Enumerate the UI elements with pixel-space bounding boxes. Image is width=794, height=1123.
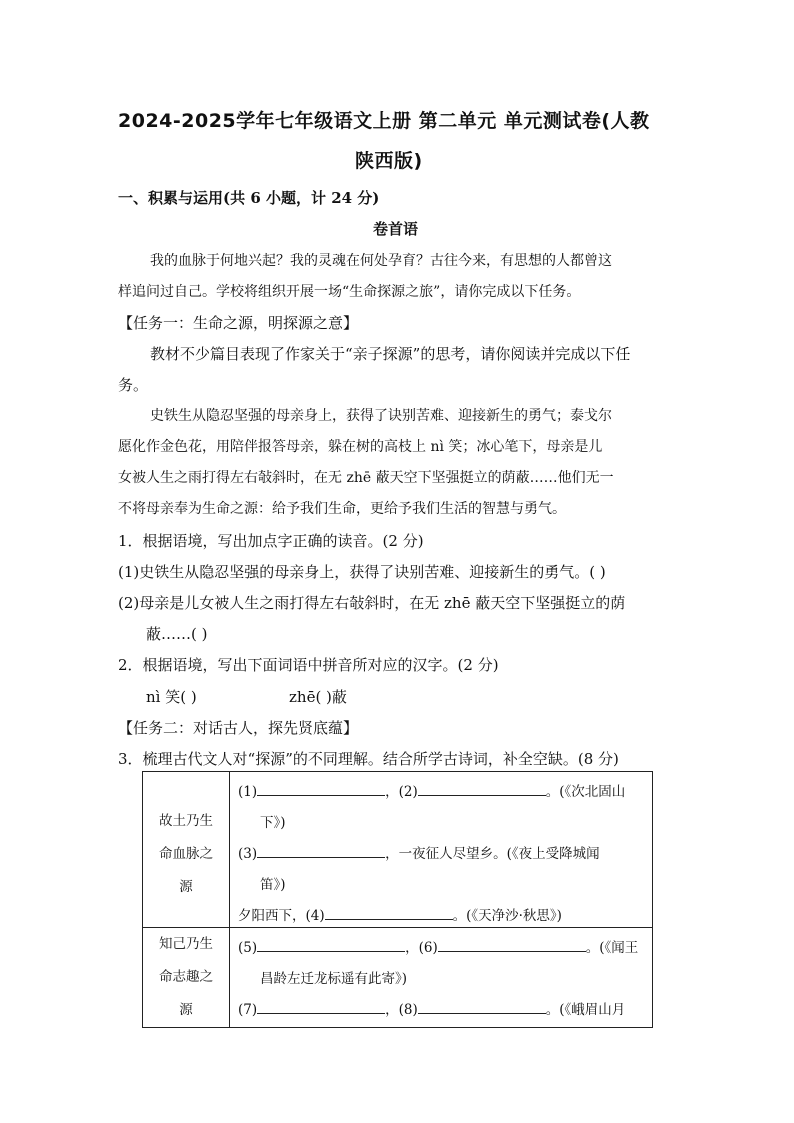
task2-heading: 【任务二：对话古人，探先贤底蕴】: [118, 719, 359, 737]
answer-blank-4[interactable]: [325, 905, 453, 920]
blank-label: (1): [238, 784, 258, 800]
poetry-table: [142, 771, 653, 1028]
question-1-item-2-cont: 蔽……( ): [146, 625, 208, 643]
blank-label: ，(2): [385, 784, 418, 800]
passage-line: 愿化作金色花，用陪伴报答母亲，躲在树的高枝上 nì 笑；冰心笔下，母亲是儿: [118, 439, 603, 455]
question-1: 1．根据语境，写出加点字正确的读音。(2 分): [118, 532, 424, 550]
question-2: 2．根据语境，写出下面词语中拼音所对应的汉字。(2 分): [118, 656, 499, 674]
answer-blank-5[interactable]: [257, 937, 405, 952]
blank-label: (5): [238, 940, 258, 956]
task1-instruction: 教材不少篇目表现了作家关于“亲子探源”的思考，请你阅读并完成以下任: [150, 345, 631, 363]
question-2-blank-a: nì 笑( ): [146, 688, 197, 706]
answer-blank-1[interactable]: [257, 781, 385, 796]
source-text: 。(《天净沙·秋思》): [452, 908, 562, 924]
row-header-text: 源: [179, 879, 193, 895]
blank-label: ，(6): [405, 940, 438, 956]
intro-line: 样追问过自己。学校将组织开展一场“生命探源之旅”，请你完成以下任务。: [118, 284, 581, 300]
task1-heading: 【任务一：生命之源，明探源之意】: [118, 314, 359, 332]
row-header-text: 故土乃生: [159, 813, 213, 829]
answer-cell: [230, 928, 653, 1028]
answer-blank-7[interactable]: [257, 999, 385, 1014]
source-text: 。(《次北固山: [545, 784, 626, 800]
row-header-text: 命志趣之: [159, 969, 213, 985]
passage-line: 史铁生从隐忍坚强的母亲身上，获得了诀别苦难、迎接新生的勇气；泰戈尔: [150, 408, 612, 424]
question-2-blank-b: zhē( )蔽: [289, 688, 347, 706]
section-heading: 一、积累与运用(共 6 小题，计 24 分): [118, 189, 380, 207]
question-3: 3．梳理古代文人对“探源”的不同理解。结合所学古诗词，补全空缺。(8 分): [118, 750, 619, 768]
row-header-text: 源: [179, 1002, 193, 1018]
source-text: 。(《峨眉山月: [545, 1002, 626, 1018]
table-row: [143, 928, 653, 1028]
source-text: 。(《闻王: [585, 940, 639, 956]
question-1-item-2: (2)母亲是儿女被人生之雨打得左右敧斜时，在无 zhē 蔽天空下坚强挺立的荫: [118, 594, 626, 612]
source-text: 昌龄左迁龙标遥有此寄》): [260, 971, 408, 987]
row-header-cell: [143, 928, 230, 1028]
doc-title-line1: 2024-2025学年七年级语文上册 第二单元 单元测试卷(人教: [118, 110, 650, 132]
answer-blank-8[interactable]: [418, 999, 546, 1014]
answer-blank-3[interactable]: [257, 843, 385, 858]
row-header-text: 命血脉之: [159, 846, 213, 862]
passage-line: 不将母亲奉为生命之源：给予我们生命，更给予我们生活的智慧与勇气。: [118, 501, 566, 517]
doc-title-line2: 陕西版): [355, 150, 423, 172]
blank-label: (7): [238, 1002, 258, 1018]
task1-instruction: 务。: [118, 376, 149, 394]
answer-blank-2[interactable]: [418, 781, 546, 796]
blank-label: 夕阳西下，(4): [238, 908, 325, 924]
passage-line: 女被人生之雨打得左右敧斜时，在无 zhē 蔽天空下坚强挺立的荫蔽……他们无一: [118, 470, 614, 486]
blank-label: ，(8): [385, 1002, 418, 1018]
source-text: 下》): [260, 815, 286, 831]
question-1-item-1: (1)史铁生从隐忍坚强的母亲身上，获得了诀别苦难、迎接新生的勇气。( ): [118, 563, 606, 581]
subtitle: 卷首语: [373, 220, 419, 238]
answer-cell: [230, 772, 653, 928]
row-header-cell: [143, 772, 230, 928]
source-text: 笛》): [260, 877, 286, 893]
table-row: [143, 772, 653, 928]
row-header-text: 知己乃生: [159, 936, 213, 952]
source-text: ，一夜征人尽望乡。(《夜上受降城闻: [385, 846, 600, 862]
answer-blank-6[interactable]: [438, 937, 586, 952]
blank-label: (3): [238, 846, 258, 862]
intro-line: 我的血脉于何地兴起？我的灵魂在何处孕育？古往今来，有思想的人都曾这: [150, 253, 612, 269]
